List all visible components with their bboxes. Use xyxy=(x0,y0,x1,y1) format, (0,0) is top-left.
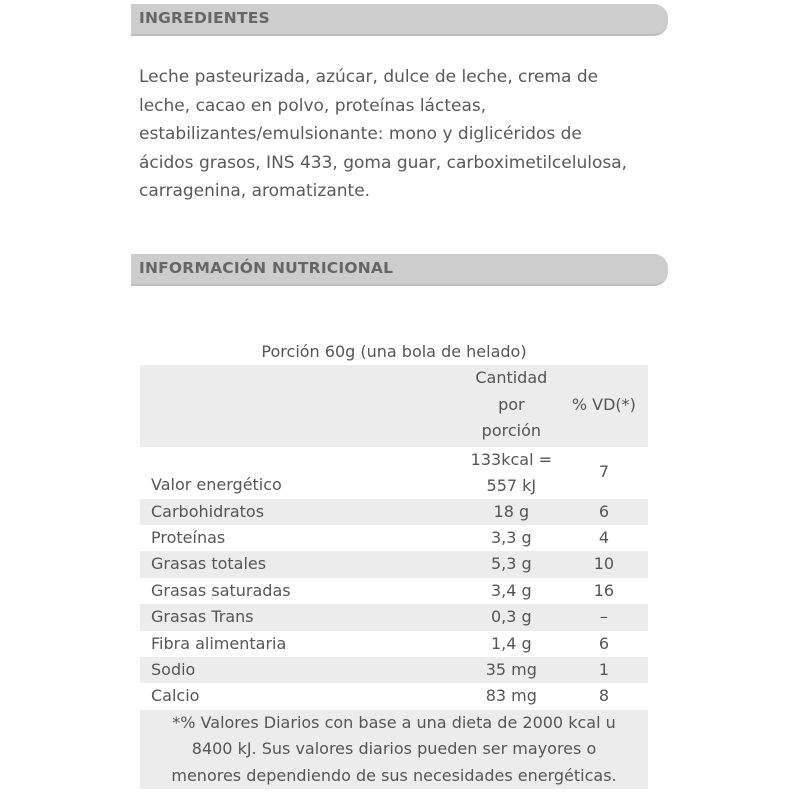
header-cantidad xyxy=(463,365,560,447)
nutrient-vd: – xyxy=(560,604,648,630)
nutrient-amount: 18 g xyxy=(463,499,560,525)
table-row xyxy=(140,447,648,499)
header-empty-cell xyxy=(140,365,463,447)
table-row xyxy=(140,631,648,657)
ingredients-section-header xyxy=(131,4,668,36)
portion-caption: Porción 60g (una bola de helado) xyxy=(261,342,527,361)
footnote-line: *% Valores Diarios con base a una dieta de 2000 kcal u xyxy=(172,712,616,732)
nutrient-vd: 16 xyxy=(593,580,615,600)
footnote-row xyxy=(140,710,648,790)
table-row xyxy=(140,657,648,683)
ingredients-line: estabilizantes/emulsionante: mono y diglicéridos de xyxy=(139,124,582,144)
nutrient-amount xyxy=(463,447,560,499)
nutrient-vd: 6 xyxy=(560,499,648,525)
nutrient-label: Grasas Trans xyxy=(140,604,463,630)
header-cantidad-line: Cantidad xyxy=(475,368,548,387)
nutrient-vd: 4 xyxy=(598,527,609,547)
nutrient-label: Grasas totales xyxy=(140,551,463,577)
ingredients-line: carragenina, aromatizante. xyxy=(139,181,371,201)
nutrient-label: Calcio xyxy=(151,686,200,706)
nutrient-label: Fibra alimentaria xyxy=(151,633,287,653)
ingredients-text xyxy=(139,63,679,206)
table-row xyxy=(140,578,648,604)
energy-amount-line: 133kcal = xyxy=(470,449,552,469)
nutrient-label: Valor energético xyxy=(151,475,282,495)
nutrition-table xyxy=(140,365,648,789)
nutrient-amount: 1,4 g xyxy=(490,633,532,653)
nutrition-section-header xyxy=(131,254,668,286)
header-cantidad-line: por xyxy=(498,394,525,414)
nutrient-label: Carbohidratos xyxy=(140,499,463,525)
nutrient-vd: 7 xyxy=(598,462,609,482)
nutrient-amount: 0,3 g xyxy=(463,604,560,630)
nutrient-label: Grasas saturadas xyxy=(151,580,291,600)
footnote-line: 8400 kJ. Sus valores diarios pueden ser mayores o xyxy=(191,739,597,759)
nutrient-amount: 5,3 g xyxy=(463,551,560,577)
nutrient-vd: 6 xyxy=(598,633,609,653)
footnote xyxy=(140,710,648,790)
ingredients-line: Leche pasteurizada, azúcar, dulce de leche, crema de xyxy=(139,67,599,87)
nutrient-vd: 10 xyxy=(560,551,648,577)
table-row xyxy=(140,551,648,577)
header-cantidad-line: porción xyxy=(481,421,541,440)
ingredients-title: INGREDIENTES xyxy=(139,9,270,27)
table-row xyxy=(140,604,648,630)
nutrition-title: INFORMACIÓN NUTRICIONAL xyxy=(139,259,394,277)
nutrient-vd: 8 xyxy=(598,686,609,706)
table-row xyxy=(140,683,648,709)
ingredients-line: ácidos grasos, INS 433, goma guar, carboximetilcelulosa, xyxy=(139,152,628,173)
table-row xyxy=(140,499,648,525)
nutrient-amount: 83 mg xyxy=(485,686,537,706)
footnote-line: menores dependiendo de sus necesidades energéticas. xyxy=(171,765,617,785)
table-header-row xyxy=(140,365,648,447)
header-vd: % VD(*) xyxy=(560,365,648,447)
nutrient-vd: 1 xyxy=(560,657,648,683)
ingredients-line: leche, cacao en polvo, proteínas lácteas, xyxy=(139,95,487,116)
energy-amount-line: 557 kJ xyxy=(486,475,537,495)
nutrient-label: Sodio xyxy=(140,657,463,683)
nutrient-amount: 3,3 g xyxy=(490,527,532,547)
nutrient-label: Proteínas xyxy=(151,527,226,547)
nutrient-amount: 35 mg xyxy=(463,657,560,683)
nutrient-amount: 3,4 g xyxy=(490,580,532,600)
table-row xyxy=(140,525,648,551)
